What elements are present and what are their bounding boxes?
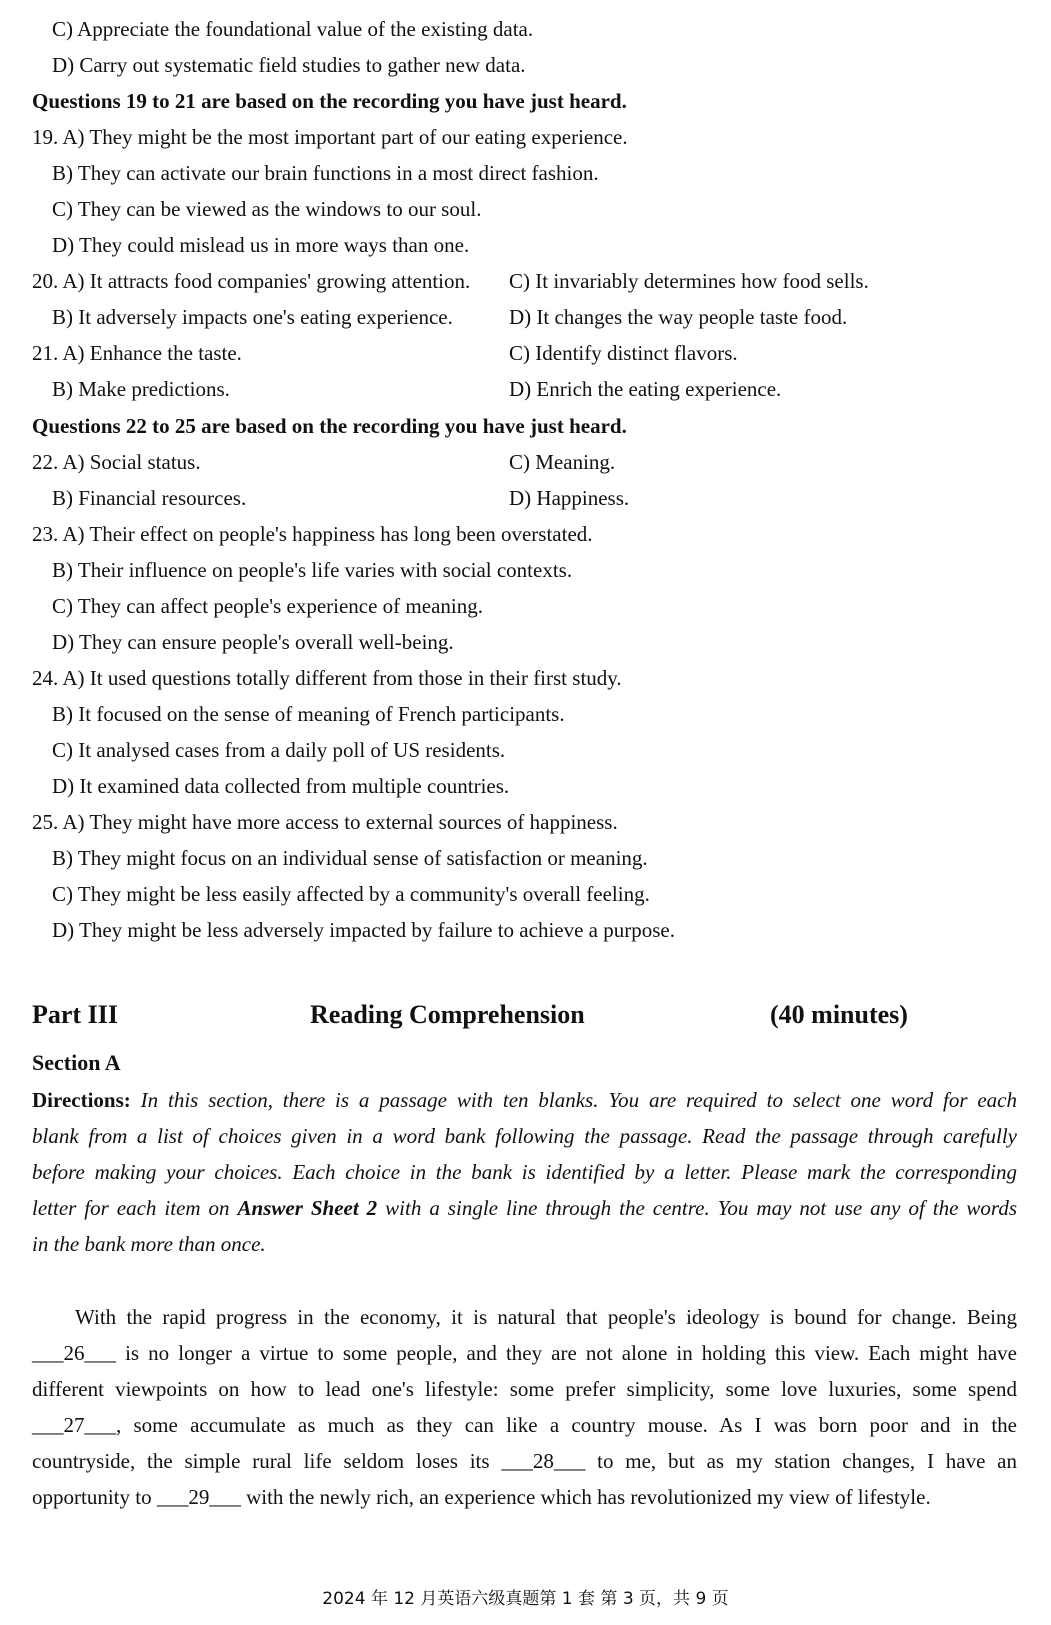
passage-line-3: different viewpoints on how to lead one's lifestyle: some prefer simplicity, some love luxuries, some spend — [32, 1377, 1017, 1401]
passage-text-2: is no longer a virtue to some people, and they are not alone in holding this view. Each might have — [125, 1341, 1017, 1365]
part-label: Part III — [32, 1000, 118, 1029]
q19-option-d: D) They could mislead us in more ways than one. — [52, 233, 470, 257]
q21-option-b: B) Make predictions. — [52, 377, 230, 401]
q21-option-d: D) Enrich the eating experience. — [509, 377, 782, 401]
directions-text-1: In this section, there is a passage with ten blanks. You are required to select one word for each — [140, 1088, 1017, 1112]
directions-text-4a: letter for each item on — [32, 1196, 230, 1220]
directions-line-3: before making your choices. Each choice in the bank is identified by a letter. Please mark the corresponding — [32, 1160, 1017, 1184]
q23-option-d: D) They can ensure people's overall well-being. — [52, 630, 454, 654]
blank-28: ___28___ — [501, 1449, 586, 1473]
page-footer: 2024 年 12 月英语六级真题第 1 套 第 3 页，共 9 页 — [322, 1589, 729, 1609]
part-title: Reading Comprehension — [310, 1000, 585, 1029]
q22-option-d: D) Happiness. — [509, 486, 630, 510]
passage-text-4: some accumulate as much as they can like a country mouse. As I was born poor and in the — [133, 1413, 1017, 1437]
directions-line-5: in the bank more than once. — [32, 1232, 266, 1256]
q18-option-c: C) Appreciate the foundational value of the existing data. — [52, 17, 534, 41]
directions-line-4 — [32, 1194, 1017, 1222]
blank-26: ___26___ — [32, 1341, 116, 1365]
q20-option-b: B) It adversely impacts one's eating experience. — [52, 305, 453, 329]
passage-line-2 — [32, 1339, 1017, 1367]
q25-option-c: C) They might be less easily affected by a community's overall feeling. — [52, 882, 650, 906]
q24-option-b: B) It focused on the sense of meaning of French participants. — [52, 702, 565, 726]
passage-line-6 — [32, 1483, 1017, 1511]
passage-text-5a: countryside, the simple rural life seldom loses its — [32, 1449, 490, 1473]
q24-option-c: C) It analysed cases from a daily poll of US residents. — [52, 738, 506, 762]
q21-option-c: C) Identify distinct flavors. — [509, 341, 738, 365]
directions-label: Directions: — [32, 1088, 131, 1112]
blank-29: ___29___ — [156, 1485, 241, 1509]
q20-option-d: D) It changes the way people taste food. — [509, 305, 848, 329]
q21-option-a: 21. A) Enhance the taste. — [32, 341, 242, 365]
passage-text-6a: opportunity to — [32, 1485, 152, 1509]
q19-option-b: B) They can activate our brain functions in a most direct fashion. — [52, 161, 599, 185]
directions-text-4c: with a single line through the centre. You may not use any of the words — [385, 1196, 1017, 1220]
q25-option-a: 25. A) They might have more access to external sources of happiness. — [32, 810, 618, 834]
q22-option-c: C) Meaning. — [509, 450, 616, 474]
directions-line-1 — [32, 1086, 1017, 1114]
section-a-heading: Section A — [32, 1050, 121, 1075]
q22-option-a: 22. A) Social status. — [32, 450, 201, 474]
q23-option-c: C) They can affect people's experience of meaning. — [52, 594, 483, 618]
q25-option-d: D) They might be less adversely impacted by failure to achieve a purpose. — [52, 918, 675, 942]
q24-option-d: D) It examined data collected from multiple countries. — [52, 774, 510, 798]
q19-option-a: 19. A) They might be the most important part of our eating experience. — [32, 125, 628, 149]
directions-line-2: blank from a list of choices given in a word bank following the passage. Read the passage through carefully — [32, 1124, 1017, 1148]
passage-text-5c: to me, but as my station changes, I have an — [597, 1449, 1017, 1473]
questions-22-25-heading: Questions 22 to 25 are based on the recording you have just heard. — [32, 414, 627, 438]
passage-line-4 — [32, 1411, 1017, 1439]
q20-option-a: 20. A) It attracts food companies' growing attention. — [32, 269, 471, 293]
blank-27: ___27___, — [32, 1413, 122, 1437]
part-time: (40 minutes) — [770, 1000, 908, 1029]
q22-option-b: B) Financial resources. — [52, 486, 247, 510]
passage-text-6c: with the newly rich, an experience which has revolutionized my view of lifestyle. — [246, 1485, 931, 1509]
q23-option-b: B) Their influence on people's life varies with social contexts. — [52, 558, 573, 582]
q24-option-a: 24. A) It used questions totally different from those in their first study. — [32, 666, 622, 690]
answer-sheet-label: Answer Sheet 2 — [237, 1196, 378, 1220]
q18-option-d: D) Carry out systematic field studies to gather new data. — [52, 53, 526, 77]
questions-19-21-heading: Questions 19 to 21 are based on the recording you have just heard. — [32, 89, 627, 113]
q25-option-b: B) They might focus on an individual sense of satisfaction or meaning. — [52, 846, 648, 870]
passage-line-1: With the rapid progress in the economy, it is natural that people's ideology is bound for change. Being — [75, 1305, 1017, 1329]
q20-option-c: C) It invariably determines how food sells. — [509, 269, 869, 293]
q23-option-a: 23. A) Their effect on people's happiness has long been overstated. — [32, 522, 593, 546]
q19-option-c: C) They can be viewed as the windows to our soul. — [52, 197, 482, 221]
passage-line-5 — [32, 1447, 1017, 1475]
